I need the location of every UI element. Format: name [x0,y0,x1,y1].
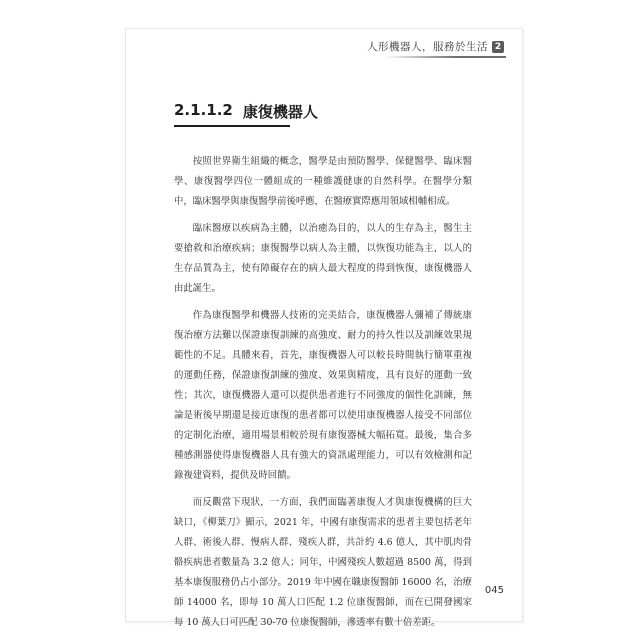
chapter-number-badge: 2 [492,41,504,53]
paragraph: 按照世界衛生組織的概念，醫學是由預防醫學、保健醫學、臨床醫學、康復醫學四位一體組成的一種維護健康的自然科學。在醫學分類中，臨床醫學與康復醫學前後呼應，在醫療實際應用領域相輔相成。 [174,156,472,207]
running-header [367,39,504,54]
section-title: 康復機器人 [242,103,318,121]
body-text [174,152,472,640]
section-number: 2.1.1.2 [174,101,233,119]
section-heading [174,101,318,122]
paragraph: 作為康復醫學和機器人技術的完美結合，康復機器人彌補了傳統康復治療方法難以保證康復訓練的高強度、耐力的持久性以及訓練效果規範性的不足。具體來看，首先，康復機器人可以較長時間執行簡單重複的運動任務，保證康復訓練的強度、效果與精度，具有良好的運動一致性；其次，康復機器人還可以提供患者進行不同強度的個性化訓練，無論是術後早期還是接近康復的患者都可以使用康復機器人接受不同部位的定制化治療，適用場景相較於現有康復器械大幅拓寬。最後，集合多種感測器使得康復機器人具有強大的資訊處理能力，可以有效檢測和記錄複建資料，提供及時回饋。 [174,310,472,481]
page-number: 045 [484,585,504,596]
header-rule [384,56,506,58]
heading-underline [174,125,290,127]
running-header-title: 人形機器人，服務於生活 [367,41,488,53]
book-page [125,28,523,628]
paragraph: 而反觀當下現狀，一方面，我們面臨著康復人才與康復機構的巨大缺口，《柳葉刀》顯示，2021 年，中國有康復需求的患者主要包括老年人群、術後人群、慢病人群、殘疾人群，共計約 4.6 億人，其中肌肉骨骼疾病患者數量為 3.2 億人；同年，中國殘疾人數超過 8500 萬，得到基本康復服務仍占小部分。2019 年中國在職康復醫師 16000 名，治療師 14000 名，即每 10 萬人口匹配 1.2 位康復醫師，而在已開發國家每 10 萬人口可匹配 30-70 位康復醫師，滲透率有數十倍差距。 [174,497,472,628]
paragraph: 臨床醫療以疾病為主體，以治癒為目的，以人的生存為主，醫生主要搶救和治療疾病；康復醫學以病人為主體，以恢復功能為主，以人的生存品質為主，使有障礙存在的病人最大程度的得到恢復，康復機器人由此誕生。 [174,223,472,294]
